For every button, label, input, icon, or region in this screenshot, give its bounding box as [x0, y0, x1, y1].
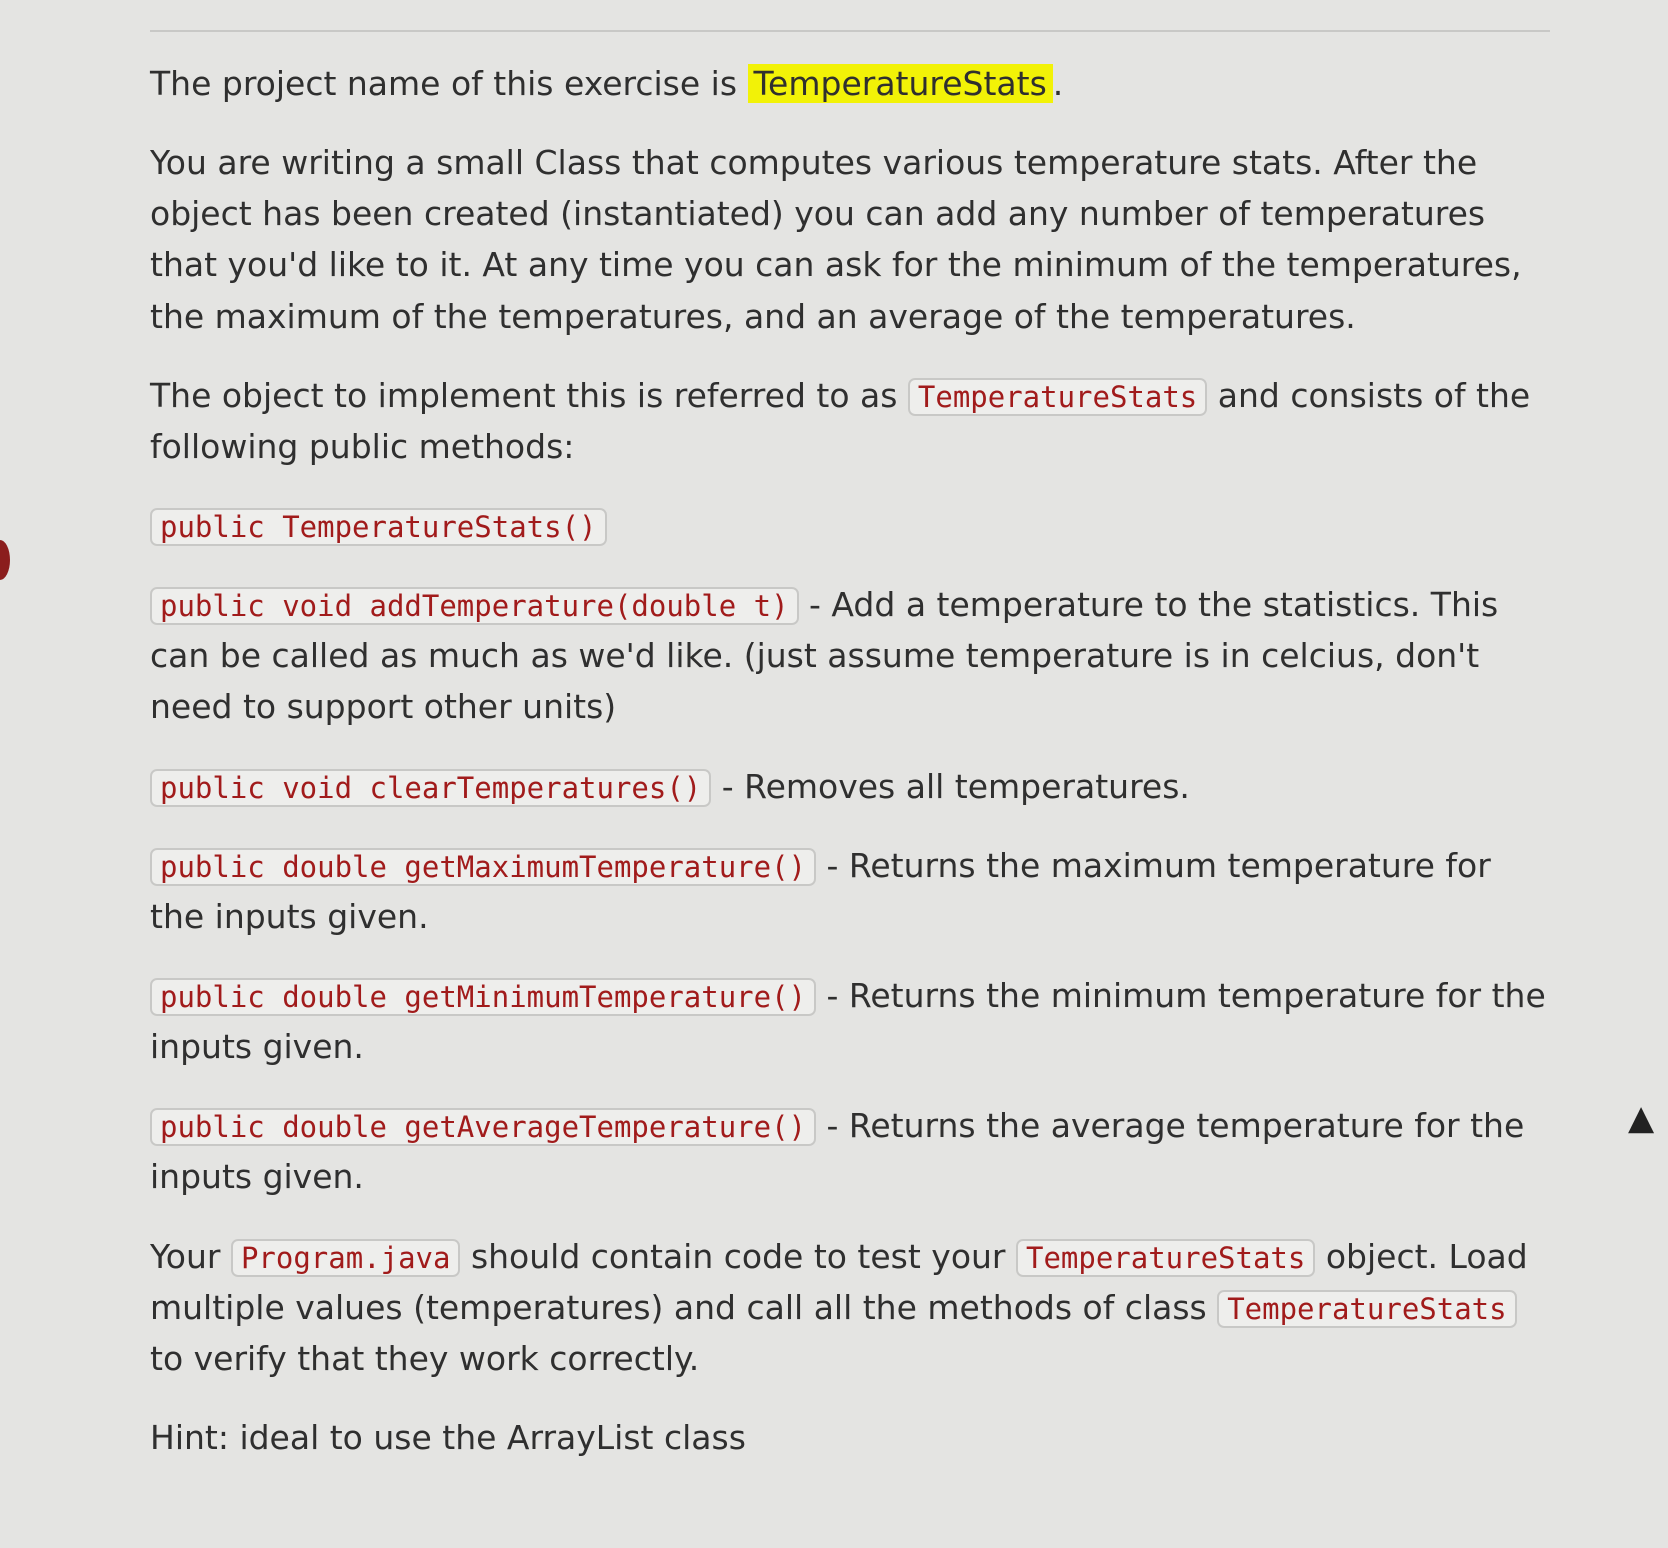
method-signature: public double getAverageTemperature() — [150, 1108, 816, 1146]
method-description: - Returns the maximum temperature for the inputs given. — [150, 845, 1491, 936]
method-signature: public double getMaximumTemperature() — [150, 848, 816, 886]
top-divider — [150, 30, 1550, 32]
method-signature: public void addTemperature(double t) — [150, 587, 799, 625]
method-clear-temperatures — [150, 761, 1550, 812]
method-signature: public double getMinimumTemperature() — [150, 978, 816, 1016]
object-intro-text: The object to implement this is referred to as — [150, 375, 908, 415]
project-name-highlight: TemperatureStats — [748, 64, 1053, 103]
method-signature: public TemperatureStats() — [150, 508, 607, 546]
program-paragraph — [150, 1231, 1550, 1384]
exercise-content — [150, 58, 1550, 1491]
method-description: - Add a temperature to the statistics. This can be called as much as we'd like. (just assume temperature is in celcius, don't need to support other units) — [150, 585, 1499, 727]
method-description: - Returns the minimum temperature for the inputs given. — [150, 975, 1546, 1067]
mouse-pointer-icon: ▲ — [1628, 1098, 1655, 1138]
object-intro-suffix: and consists of the following public methods: — [150, 375, 1531, 466]
method-constructor — [150, 500, 1550, 551]
method-get-minimum — [150, 970, 1550, 1072]
method-add-temperature — [150, 579, 1550, 732]
program-text: object. Load multiple values (temperatures) and call all the methods of class — [150, 1236, 1528, 1327]
program-file-code: Program.java — [231, 1239, 461, 1277]
method-get-maximum — [150, 840, 1550, 942]
intro-suffix: . — [1052, 64, 1064, 103]
class-name-code: TemperatureStats — [908, 378, 1207, 416]
intro-text: The project name of this exercise is — [150, 64, 748, 103]
object-intro-paragraph — [150, 370, 1550, 472]
program-text: should contain code to test your — [460, 1236, 1016, 1276]
method-signature: public void clearTemperatures() — [150, 769, 711, 807]
method-description: - Returns the average temperature for the inputs given. — [150, 1106, 1525, 1197]
description-paragraph: You are writing a small Class that computes various temperature stats. After the object has been created (instantiated) you can add any number of temperatures that you'd like to it. At any time you can ask for the minimum of the temperatures, the maximum of the temperatures, and an average of the temperatures. — [150, 143, 1522, 336]
side-marker — [0, 540, 10, 580]
hint-paragraph: Hint: ideal to use the ArrayList class — [150, 1417, 746, 1457]
intro-paragraph — [150, 58, 1550, 109]
program-text: to verify that they work correctly. — [150, 1338, 700, 1378]
method-get-average — [150, 1100, 1550, 1202]
class-name-code: TemperatureStats — [1016, 1239, 1315, 1277]
method-description: - Removes all temperatures. — [711, 766, 1190, 806]
program-text: Your — [150, 1236, 231, 1276]
class-name-code: TemperatureStats — [1217, 1290, 1516, 1328]
